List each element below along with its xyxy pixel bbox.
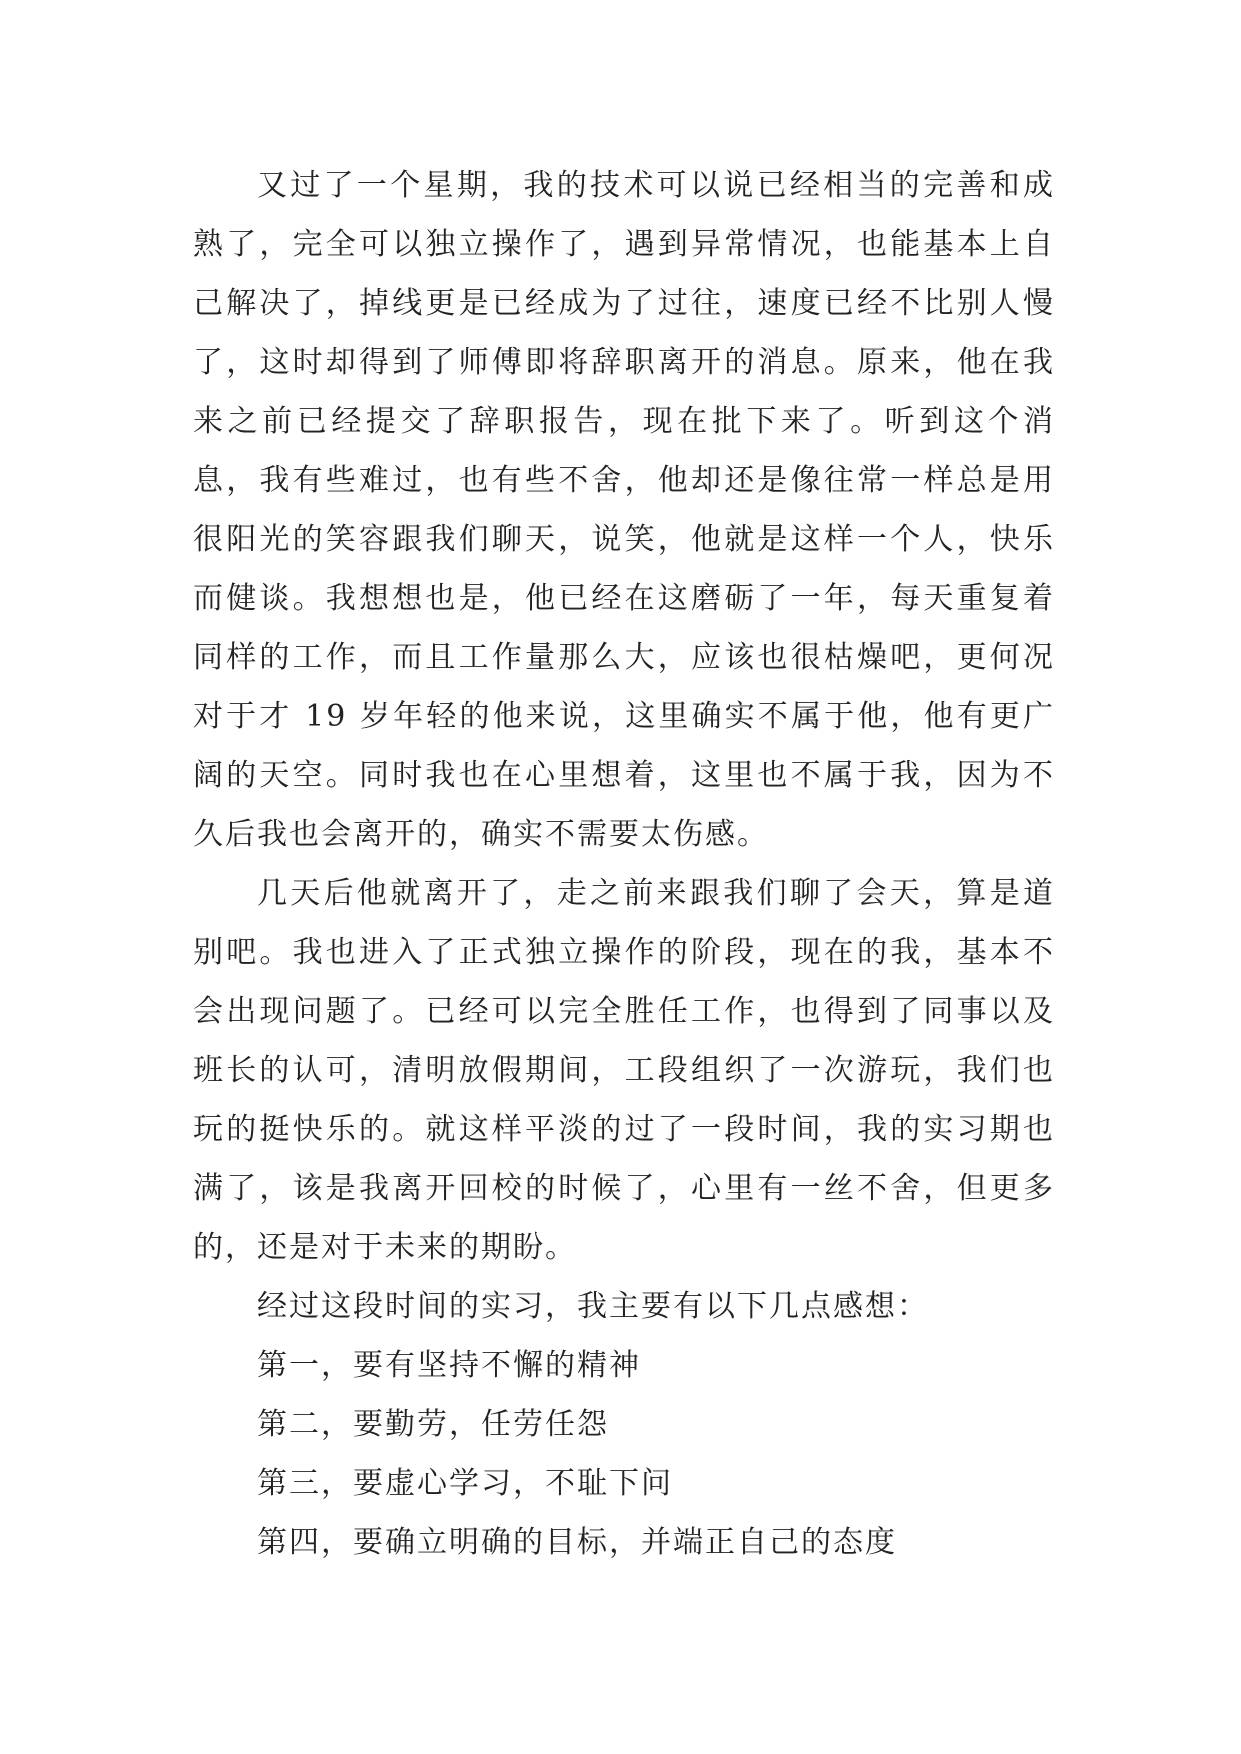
reflection-point-4: 第四，要确立明确的目标，并端正自己的态度 xyxy=(257,1525,897,1560)
reflection-point-2: 第二，要勤劳，任劳任怨 xyxy=(257,1407,609,1442)
paragraph-reflections-intro: 经过这段时间的实习，我主要有以下几点感想： xyxy=(257,1289,929,1324)
paragraph-internship-end: 几天后他就离开了，走之前来跟我们聊了会天，算是道别吧。我也进入了正式独立操作的阶段，现在的我，基本不会出现问题了。已经可以完全胜任工作，也得到了同事以及班长的认可，清明放假期间，工段组织了一次游玩，我们也玩的挺快乐的。就这样平淡的过了一段时间，我的实习期也满了，该是我离开回校的时候了，心里有一丝不舍，但更多的，还是对于未来的期盼。 xyxy=(193,876,1055,1265)
document-body xyxy=(193,156,1055,1572)
reflection-point-1: 第一，要有坚持不懈的精神 xyxy=(257,1348,641,1383)
paragraph-master-leaving: 又过了一个星期，我的技术可以说已经相当的完善和成熟了，完全可以独立操作了，遇到异常情况，也能基本上自己解决了，掉线更是已经成为了过往，速度已经不比别人慢了，这时却得到了师傅即将辞职离开的消息。原来，他在我来之前已经提交了辞职报告，现在批下来了。听到这个消息，我有些难过，也有些不舍，他却还是像往常一样总是用很阳光的笑容跟我们聊天，说笑，他就是这样一个人，快乐而健谈。我想想也是，他已经在这磨砺了一年，每天重复着同样的工作，而且工作量那么大，应该也很枯燥吧，更何况对于才 19 岁年轻的他来说，这里确实不属于他，他有更广阔的天空。同时我也在心里想着，这里也不属于我，因为不久后我也会离开的，确实不需要太伤感。 xyxy=(193,168,1055,852)
reflection-point-3: 第三，要虚心学习，不耻下问 xyxy=(257,1466,673,1501)
